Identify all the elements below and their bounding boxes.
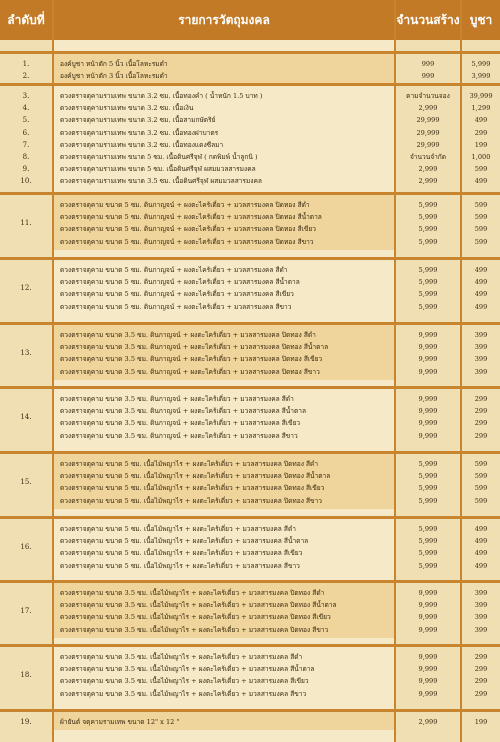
item-description: ดวงตราจตุคาม ขนาด 5 ซม. ดินกาญจน์ + ผงตะไคร้เดี่ยว + มวลสารมงคล ปิดทอง สีดำ [60,201,310,209]
item-quantity: 9,999 [418,407,438,416]
item-price: 299 [474,419,488,428]
row-number: 10. [20,177,32,186]
header-qty: จำนวนสร้าง [396,0,460,40]
item-quantity: 2,999 [418,177,438,186]
table-row [0,199,500,211]
item-price: 299 [474,407,488,416]
item-description: องค์บูชา หน้าตัก 5 นิ้ว เนื้อโลหะรมดำ [60,60,168,68]
table-row [0,139,500,151]
table-row [0,58,500,70]
item-quantity: 9,999 [418,589,438,597]
item-description: ดวงตราจตุคามรามเทพ ขนาด 5 ซม. เนื้อดินศรีจุฬ ผสมมวลสารมงคล [60,165,256,174]
row-number: 6. [22,128,30,137]
item-price: 599 [474,496,488,505]
item-quantity: 9,999 [418,419,438,428]
item-quantity: 5,999 [418,290,438,299]
item-quantity: 5,999 [418,525,438,533]
item-price: 599 [474,201,488,209]
row-number: 2. [22,72,30,81]
item-quantity: 2,999 [418,165,438,174]
item-description: ดวงตราจตุคาม ขนาด 5 ซม. เนื้อไม้พญาไร + ผงตะไคร้เดี่ยว + มวลสารมงคล ปิดทอง สีดำ [60,460,319,468]
item-description: ดวงตราจตุคามรามเทพ ขนาด 3.2 ซม. เนื้อทองฝาบาตร [60,128,219,137]
item-quantity: 5,999 [418,266,438,274]
item-price: 499 [474,177,488,186]
item-description: ดวงตราจตุคามรามเทพ ขนาด 3.2 ซม. เนื้อเงิน [60,104,194,113]
table-row [0,482,500,494]
item-price: 399 [474,367,488,376]
table-row [0,353,500,365]
item-price: 499 [474,302,488,311]
item-price: 399 [474,343,488,352]
item-description: ดวงตราจตุคาม ขนาด 3.5 ซม. ดินกาญจน์ + ผงตะไคร้เดี่ยว + มวลสารมงคล สีขาว [60,431,298,440]
item-price: 599 [474,472,488,481]
table-row [0,223,500,235]
row-number: 7. [22,140,30,149]
item-price: 399 [474,601,488,610]
table-row [0,114,500,126]
item-quantity: 9,999 [418,653,438,661]
group-separator [0,386,500,389]
item-price: 499 [474,525,488,533]
item-description: ดวงตราจตุคาม ขนาด 3.5 ซม. ดินกาญจน์ + ผงตะไคร้เดี่ยว + มวลสารมงคล สีน้ำตาล [60,407,307,416]
item-quantity: 5,999 [418,302,438,311]
table-row [0,651,500,663]
row-number: 9. [22,165,30,174]
table-row [0,560,500,572]
item-price: 599 [474,213,488,222]
group-number: 13. [20,349,32,358]
table-row [0,175,500,187]
item-quantity: 5,999 [418,537,438,546]
item-description: ดวงตราจตุคาม ขนาด 5 ซม. เนื้อไม้พญาไร + ผงตะไคร้เดี่ยว + มวลสารมงคล สีเขียว [60,549,303,558]
table-row [0,264,500,276]
group-separator [0,51,500,54]
table-row [0,663,500,675]
row-number: 4. [22,104,30,113]
table-row [0,236,500,248]
row-number: 1. [22,60,30,68]
table-row [0,211,500,223]
table-row [0,523,500,535]
item-price: 599 [474,484,488,493]
table-row [0,276,500,288]
item-description: ดวงตราจตุคาม ขนาด 5 ซม. ดินกาญจน์ + ผงตะไคร้เดี่ยว + มวลสารมงคล สีดำ [60,266,288,274]
table-row [0,329,500,341]
item-quantity: 9,999 [418,343,438,352]
item-description: ดวงตราจตุคาม ขนาด 5 ซม. ดินกาญจน์ + ผงตะไคร้เดี่ยว + มวลสารมงคล ปิดทอง สีขาว [60,237,314,246]
item-description: ดวงตราจตุคามรามเทพ ขนาด 3.2 ซม. เนื้อสามกษัตริย์ [60,116,216,125]
item-description: ดวงตราจตุคาม ขนาด 3.5 ซม. ดินกาญจน์ + ผงตะไคร้เดี่ยว + มวลสารมงคล ปิดทอง สีดำ [60,331,316,339]
table-row [0,90,500,102]
item-quantity: จำนวนจำกัด [409,153,447,161]
item-description: ดวงตราจตุคาม ขนาด 3.5 ซม. เนื้อไม้พญาไร + ผงตะไคร้เดี่ยว + มวลสารมงคล สีดำ [60,653,303,661]
item-description: ดวงตราจตุคาม ขนาด 5 ซม. ดินกาญจน์ + ผงตะไคร้เดี่ยว + มวลสารมงคล ปิดทอง สีน้ำตาล [60,213,322,222]
item-price: 599 [474,237,488,246]
table-row [0,611,500,623]
item-price: 299 [474,128,488,137]
item-description: ดวงตราจตุคาม ขนาด 3.5 ซม. เนื้อไม้พญาไร + ผงตะไคร้เดี่ยว + มวลสารมงคล สีขาว [60,689,307,698]
group-number: 15. [20,478,32,487]
item-quantity: 5,999 [418,472,438,481]
item-price: 299 [474,677,488,686]
item-quantity: 5,999 [418,201,438,209]
item-description: ดวงตราจตุคาม ขนาด 3.5 ซม. เนื้อไม้พญาไร + ผงตะไคร้เดี่ยว + มวลสารมงคล ปิดทอง สีเขียว [60,613,331,622]
item-quantity: 9,999 [418,355,438,364]
item-description: ดวงตราจตุคามรามเทพ ขนาด 3.2 ซม. เนื้อทองคำ ( น้ำหนัก 1.5 บาท ) [60,92,263,100]
item-description: ดวงตราจตุคาม ขนาด 5 ซม. ดินกาญจน์ + ผงตะไคร้เดี่ยว + มวลสารมงคล สีขาว [60,302,292,311]
item-quantity: 5,999 [418,496,438,505]
item-price: 499 [474,278,488,287]
item-description: ดวงตราจตุคาม ขนาด 3.5 ซม. ดินกาญจน์ + ผงตะไคร้เดี่ยว + มวลสารมงคล สีดำ [60,395,294,403]
table-row [0,288,500,300]
table-row [0,127,500,139]
item-description: ดวงตราจตุคามรามเทพ ขนาด 3.2 ซม. เนื้อทองแดงซีลมา [60,140,224,149]
item-description: ดวงตราจตุคาม ขนาด 5 ซม. เนื้อไม้พญาไร + ผงตะไคร้เดี่ยว + มวลสารมงคล สีน้ำตาล [60,537,309,546]
group-separator [0,516,500,519]
table-row [0,405,500,417]
item-description: ดวงตราจตุคาม ขนาด 3.5 ซม. ดินกาญจน์ + ผงตะไคร้เดี่ยว + มวลสารมงคล สีเขียว [60,419,301,428]
item-price: 499 [474,290,488,299]
item-price: 399 [474,625,488,634]
table-row [0,151,500,163]
item-description: ดวงตราจตุคาม ขนาด 3.5 ซม. ดินกาญจน์ + ผงตะไคร้เดี่ยว + มวลสารมงคล ปิดทอง สีขาว [60,367,320,376]
table-row [0,458,500,470]
table-row [0,688,500,700]
item-description: ดวงตราจตุคาม ขนาด 5 ซม. เนื้อไม้พญาไร + ผงตะไคร้เดี่ยว + มวลสารมงคล สีดำ [60,525,296,533]
item-price: 399 [474,331,488,339]
item-price: 499 [474,116,488,125]
item-description: ดวงตราจตุคาม ขนาด 5 ซม. ดินกาญจน์ + ผงตะไคร้เดี่ยว + มวลสารมงคล สีน้ำตาล [60,278,300,287]
item-quantity: 9,999 [418,367,438,376]
item-price: 3,999 [471,72,491,81]
item-price: 299 [474,431,488,440]
item-description: ดวงตราจตุคาม ขนาด 3.5 ซม. เนื้อไม้พญาไร + ผงตะไคร้เดี่ยว + มวลสารมงคล สีเขียว [60,677,309,686]
group-separator [0,451,500,454]
item-description: ดวงตราจตุคาม ขนาด 5 ซม. ดินกาญจน์ + ผงตะไคร้เดี่ยว + มวลสารมงคล สีเขียว [60,290,294,299]
item-description: ดวงตราจตุคาม ขนาด 5 ซม. เนื้อไม้พญาไร + ผงตะไคร้เดี่ยว + มวลสารมงคล ปิดทอง สีขาว [60,496,322,505]
group-separator [0,83,500,86]
item-description: ดวงตราจตุคาม ขนาด 3.5 ซม. ดินกาญจน์ + ผงตะไคร้เดี่ยว + มวลสารมงคล ปิดทอง สีเขียว [60,355,323,364]
table-row [0,163,500,175]
row-number: 19. [20,718,32,726]
item-quantity: 2,999 [418,104,438,113]
table-row [0,495,500,507]
table-row [0,430,500,442]
group-number: 16. [20,543,32,552]
table-row [0,547,500,559]
item-price: 1,299 [471,104,491,113]
item-quantity: 9,999 [418,689,438,698]
item-quantity: 9,999 [418,431,438,440]
item-price: 199 [474,718,488,726]
item-price: 199 [474,140,488,149]
table-row [0,470,500,482]
table-row [0,70,500,82]
item-price: 299 [474,653,488,661]
item-quantity: 9,999 [418,395,438,403]
item-price: 299 [474,689,488,698]
item-quantity: 9,999 [418,613,438,622]
group-number: 14. [20,413,32,422]
item-quantity: 9,999 [418,665,438,674]
item-description: ดวงตราจตุคาม ขนาด 5 ซม. เนื้อไม้พญาไร + ผงตะไคร้เดี่ยว + มวลสารมงคล สีขาว [60,561,300,570]
item-price: 599 [474,460,488,468]
item-price: 299 [474,665,488,674]
item-quantity: 5,999 [418,549,438,558]
table-row [0,716,500,728]
item-price: 399 [474,589,488,597]
item-description: ดวงตราจตุคามรามเทพ ขนาด 5 ซม. เนื้อดินศรีจุฬ ( กดพิมพ์ น้ำลูกนิ ) [60,153,258,161]
group-separator [0,580,500,583]
group-separator [0,709,500,712]
item-quantity: 999 [421,72,435,81]
item-quantity: 5,999 [418,484,438,493]
group-number: 17. [20,607,32,616]
item-quantity: 9,999 [418,677,438,686]
item-quantity: 5,999 [418,237,438,246]
table-row [0,366,500,378]
group-number: 18. [20,671,32,680]
item-description: ดวงตราจตุคาม ขนาด 5 ซม. ดินกาญจน์ + ผงตะไคร้เดี่ยว + มวลสารมงคล ปิดทอง สีเขียว [60,225,316,234]
table-row [0,599,500,611]
item-price: 5,999 [471,60,491,68]
item-quantity: 5,999 [418,225,438,234]
item-description: องค์บูชา หน้าตัก 3 นิ้ว เนื้อโลหะรมดำ [60,72,168,81]
table-row [0,102,500,114]
item-quantity: 29,999 [416,128,440,137]
item-quantity: 9,999 [418,601,438,610]
item-quantity: 9,999 [418,331,438,339]
table-row [0,417,500,429]
item-quantity: 2,999 [418,718,438,726]
item-quantity: 5,999 [418,278,438,287]
row-number: 3. [22,92,30,100]
item-description: ดวงตราจตุคาม ขนาด 3.5 ซม. เนื้อไม้พญาไร + ผงตะไคร้เดี่ยว + มวลสารมงคล ปิดทอง สีน้ำตาล [60,601,337,610]
header-price: บูชา [462,0,500,40]
item-quantity: 999 [421,60,435,68]
item-price: 399 [474,613,488,622]
group-number: 12. [20,284,32,293]
item-price: 599 [474,225,488,234]
item-quantity: 9,999 [418,625,438,634]
group-number: 11. [20,219,32,228]
item-description: ดวงตราจตุคามรามเทพ ขนาด 3.5 ซม. เนื้อดินศรีจุฬ ผสมมวลสารมงคล [60,177,262,186]
item-price: 499 [474,266,488,274]
item-price: 599 [474,165,488,174]
item-description: ดวงตราจตุคาม ขนาด 3.5 ซม. เนื้อไม้พญาไร + ผงตะไคร้เดี่ยว + มวลสารมงคล ปิดทอง สีขาว [60,625,329,634]
item-quantity: 29,999 [416,140,440,149]
header-item: รายการวัตถุมงคล [54,0,394,40]
group-separator [0,322,500,325]
item-description: ผ้ายันต์ จตุคามรามเทพ ขนาด 12" x 12 " [60,718,180,726]
item-description: ดวงตราจตุคาม ขนาด 3.5 ซม. ดินกาญจน์ + ผงตะไคร้เดี่ยว + มวลสารมงคล ปิดทอง สีน้ำตาล [60,343,329,352]
item-price: 499 [474,561,488,570]
item-price: 299 [474,395,488,403]
item-price: 499 [474,537,488,546]
header-no: ลำดับที่ [0,0,52,40]
table-row [0,675,500,687]
group-separator [0,644,500,647]
table-row [0,341,500,353]
item-quantity: 5,999 [418,561,438,570]
table-row [0,624,500,636]
item-description: ดวงตราจตุคาม ขนาด 3.5 ซม. เนื้อไม้พญาไร + ผงตะไคร้เดี่ยว + มวลสารมงคล ปิดทอง สีดำ [60,589,325,597]
group-separator [0,192,500,195]
item-description: ดวงตราจตุคาม ขนาด 5 ซม. เนื้อไม้พญาไร + ผงตะไคร้เดี่ยว + มวลสารมงคล ปิดทอง สีเขียว [60,484,325,493]
item-quantity: 5,999 [418,460,438,468]
item-description: ดวงตราจตุคาม ขนาด 5 ซม. เนื้อไม้พญาไร + ผงตะไคร้เดี่ยว + มวลสารมงคล ปิดทอง สีน้ำตาล [60,472,331,481]
item-quantity: 29,999 [416,116,440,125]
item-quantity: ตามจำนวนจอง [406,92,450,100]
table-row [0,301,500,313]
item-price: 499 [474,549,488,558]
group-separator [0,257,500,260]
row-number: 8. [22,153,30,161]
table-row [0,535,500,547]
item-price: 399 [474,355,488,364]
row-number: 5. [22,116,30,125]
table-row [0,393,500,405]
item-price: 39,999 [469,92,493,100]
table-row [0,587,500,599]
item-price: 1,000 [471,153,491,161]
item-quantity: 5,999 [418,213,438,222]
item-description: ดวงตราจตุคาม ขนาด 3.5 ซม. เนื้อไม้พญาไร + ผงตะไคร้เดี่ยว + มวลสารมงคล สีน้ำตาล [60,665,315,674]
